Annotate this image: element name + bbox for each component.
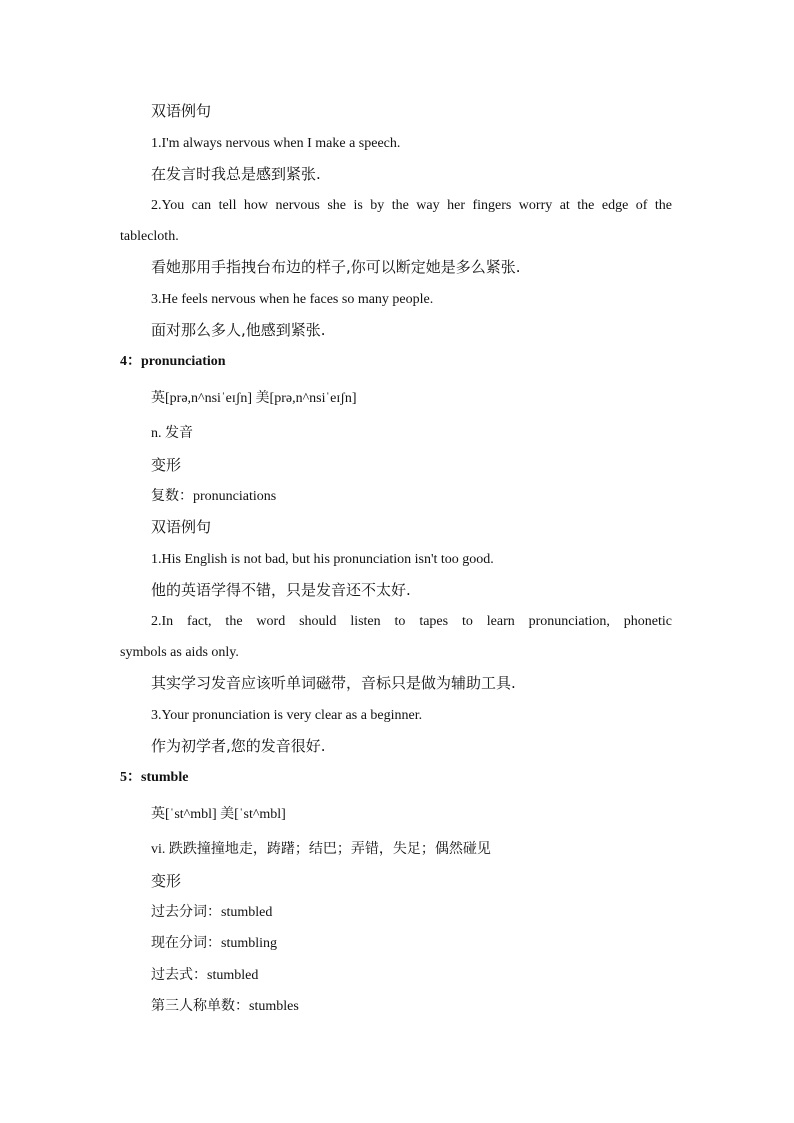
example-en-continued: tablecloth. — [120, 229, 179, 244]
example-en: 1.I'm always nervous when I make a speech. — [151, 136, 401, 151]
example-en: 2.You can tell how nervous she is by the way her fingers worry at the edge of the — [151, 198, 672, 213]
example-en: 1.His English is not bad, but his pronunciation isn't too good. — [151, 552, 494, 567]
example-en: 3.Your pronunciation is very clear as a beginner. — [151, 708, 423, 723]
part-of-speech: n. 发音 — [151, 426, 193, 441]
word-form: 现在分词：stumbling — [151, 936, 278, 951]
example-zh: 面对那么多人,他感到紧张. — [151, 321, 326, 339]
phonetic: 英[ˈst^mbl] 美[ˈst^mbl] — [151, 807, 286, 822]
word-form: 复数：pronunciations — [151, 489, 277, 504]
part-of-speech-definition: vi. 跌跌撞撞地走，踌躇；结巴；弄错，失足；偶然碰见 — [151, 842, 491, 857]
section-label-forms: 变形 — [151, 456, 182, 474]
word-form: 过去分词：stumbled — [151, 905, 273, 920]
example-en: 3.He feels nervous when he faces so many people. — [151, 292, 434, 307]
section-label-examples: 双语例句 — [151, 518, 212, 536]
word-form: 过去式：stumbled — [151, 968, 259, 983]
example-zh: 作为初学者,您的发音很好. — [151, 737, 326, 755]
word-form: 第三人称单数：stumbles — [151, 999, 299, 1014]
example-en: 2.In fact, the word should listen to tapes to learn pronunciation, phonetic — [151, 614, 672, 629]
example-en-continued: symbols as aids only. — [120, 645, 239, 660]
phonetic: 英[prə,n^nsiˈeɪʃn] 美[prə,n^nsiˈeɪʃn] — [151, 391, 357, 406]
section-label-examples: 双语例句 — [151, 102, 212, 120]
example-zh: 其实学习发音应该听单词磁带，音标只是做为辅助工具. — [151, 674, 516, 692]
section-label-forms: 变形 — [151, 872, 182, 890]
entry-heading: 4：pronunciation — [120, 354, 226, 369]
example-zh: 他的英语学得不错，只是发音还不太好. — [151, 581, 411, 599]
example-zh: 看她那用手指拽台布边的样子,你可以断定她是多么紧张. — [151, 258, 521, 276]
entry-heading: 5：stumble — [120, 770, 189, 785]
example-zh: 在发言时我总是感到紧张. — [151, 165, 321, 183]
